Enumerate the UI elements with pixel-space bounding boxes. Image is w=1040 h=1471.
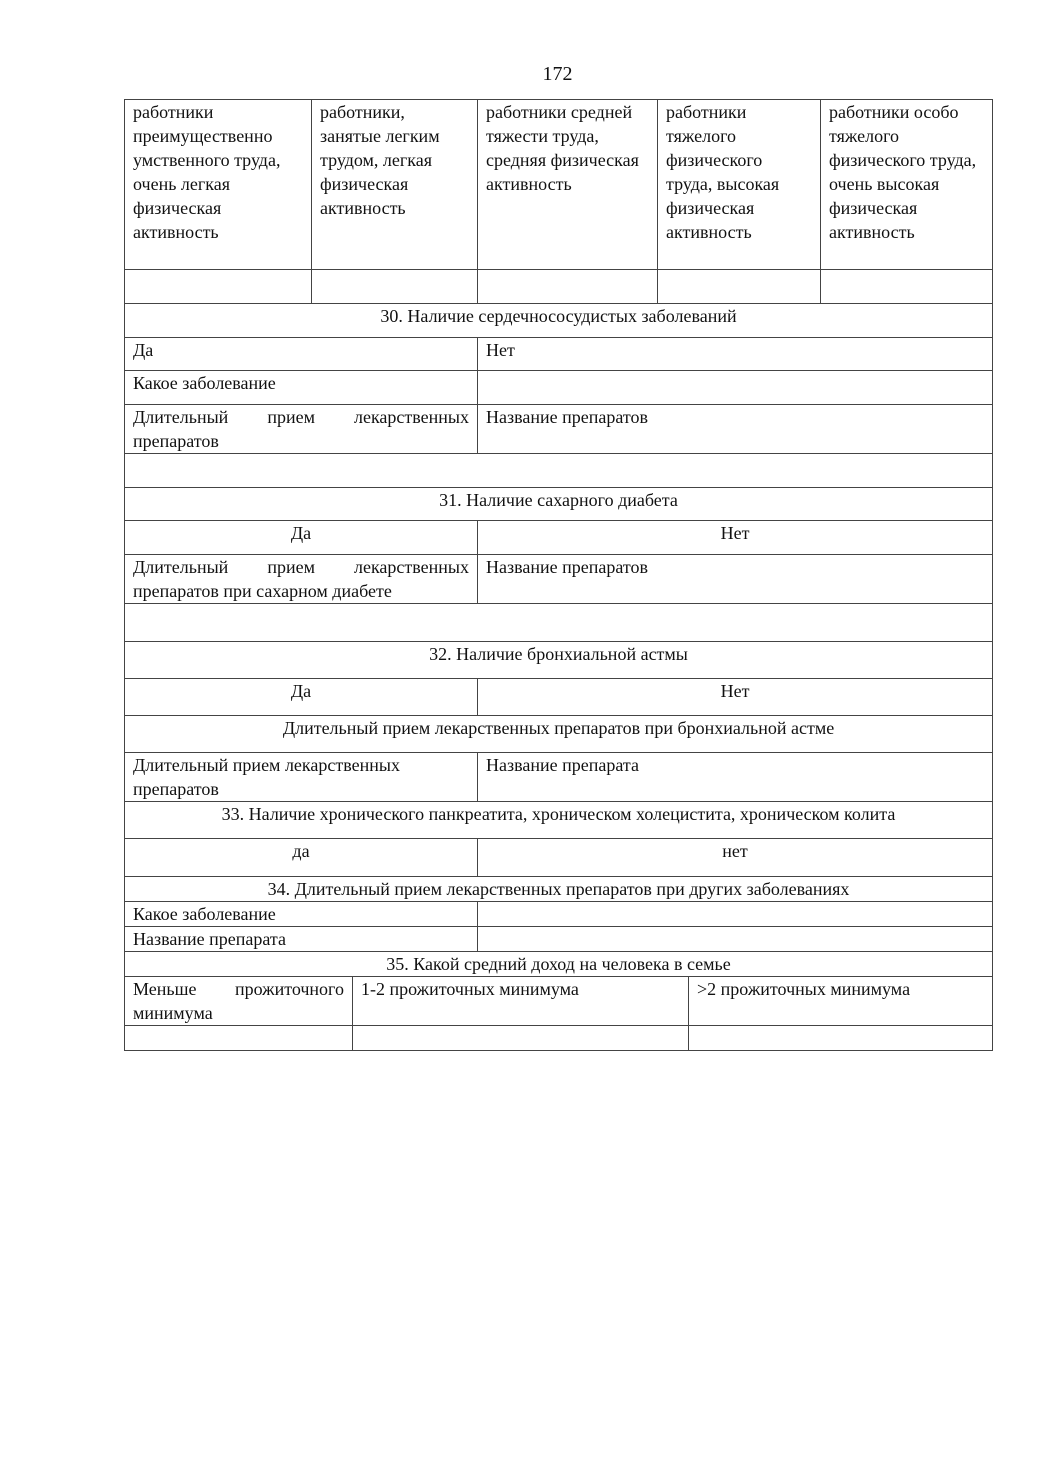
q33-no-option[interactable]: нет [478, 839, 993, 877]
answer-cell[interactable] [658, 270, 821, 304]
q34-disease-answer[interactable] [478, 902, 993, 927]
activity-header-cell: работники преимущественно умственного труда, очень легкая физическая активность [125, 100, 312, 270]
q32-subtitle: Длительный прием лекарственных препаратов при бронхиальной астме [125, 716, 993, 753]
question-35-title: 35. Какой средний доход на человека в семье [125, 952, 993, 977]
q32-no-option[interactable]: Нет [478, 679, 993, 716]
question-32-title: 32. Наличие бронхиальной астмы [125, 642, 993, 679]
activity-header-row [125, 100, 993, 270]
q35-option-above-2-minimum: >2 прожиточных минимума [689, 977, 993, 1026]
q32-drug-name-label: Название препарата [478, 753, 993, 802]
questionnaire-table [124, 99, 993, 1051]
q35-option-below-minimum: Меньше прожиточного минимума [125, 977, 353, 1026]
q30-yes-option[interactable]: Да [125, 338, 478, 371]
question-30-title: 30. Наличие сердечнососудистых заболеваний [125, 304, 993, 338]
q35-answer-cell[interactable] [125, 1026, 353, 1051]
page-number: 172 [542, 63, 573, 85]
q31-answer-cell[interactable] [125, 604, 993, 642]
q32-yes-option[interactable]: Да [125, 679, 478, 716]
answer-cell[interactable] [478, 270, 658, 304]
q33-yes-option[interactable]: да [125, 839, 478, 877]
q34-drug-name-label: Название препарата [125, 927, 478, 952]
q30-no-option[interactable]: Нет [478, 338, 993, 371]
answer-cell[interactable] [821, 270, 993, 304]
activity-header-cell: работники, занятые легким трудом, легкая физическая активность [312, 100, 478, 270]
answer-cell[interactable] [312, 270, 478, 304]
question-31-title: 31. Наличие сахарного диабета [125, 488, 993, 521]
activity-header-cell: работники особо тяжелого физического труда, очень высокая физическая активность [821, 100, 993, 270]
activity-answer-row [125, 270, 993, 304]
q31-drug-names-label: Название препаратов [478, 555, 993, 604]
question-34-title: 34. Длительный прием лекарственных препаратов при других заболеваниях [125, 877, 993, 902]
q30-disease-label: Какое заболевание [125, 371, 478, 405]
q31-long-term-label [125, 555, 478, 604]
q31-yes-option[interactable]: Да [125, 521, 478, 555]
q31-long-term-line1: Длительный прием лекарственных [133, 557, 470, 577]
q30-long-term-line1: Длительный прием лекарственных [133, 407, 470, 427]
q35-answer-cell[interactable] [689, 1026, 993, 1051]
q35-option-1-2-minimum: 1-2 прожиточных минимума [353, 977, 689, 1026]
q31-long-term-line2: препаратов при сахарном диабете [133, 581, 392, 601]
q30-drug-names-label: Название препаратов [478, 405, 993, 454]
question-33-title: 33. Наличие хронического панкреатита, хроническом холецистита, хроническом колита [125, 802, 993, 839]
q34-drug-name-answer[interactable] [478, 927, 993, 952]
q34-disease-label: Какое заболевание [125, 902, 478, 927]
q30-long-term-label [125, 405, 478, 454]
answer-cell[interactable] [125, 270, 312, 304]
activity-header-cell: работники тяжелого физического труда, высокая физическая активность [658, 100, 821, 270]
q35-answer-cell[interactable] [353, 1026, 689, 1051]
q30-disease-answer[interactable] [478, 371, 993, 405]
q31-no-option[interactable]: Нет [478, 521, 993, 555]
activity-header-cell: работники средней тяжести труда, средняя физическая активность [478, 100, 658, 270]
q30-long-term-line2: препаратов [133, 431, 219, 451]
q32-long-term-label: Длительный прием лекарственных препаратов [125, 753, 478, 802]
q30-answer-cell[interactable] [125, 454, 993, 488]
